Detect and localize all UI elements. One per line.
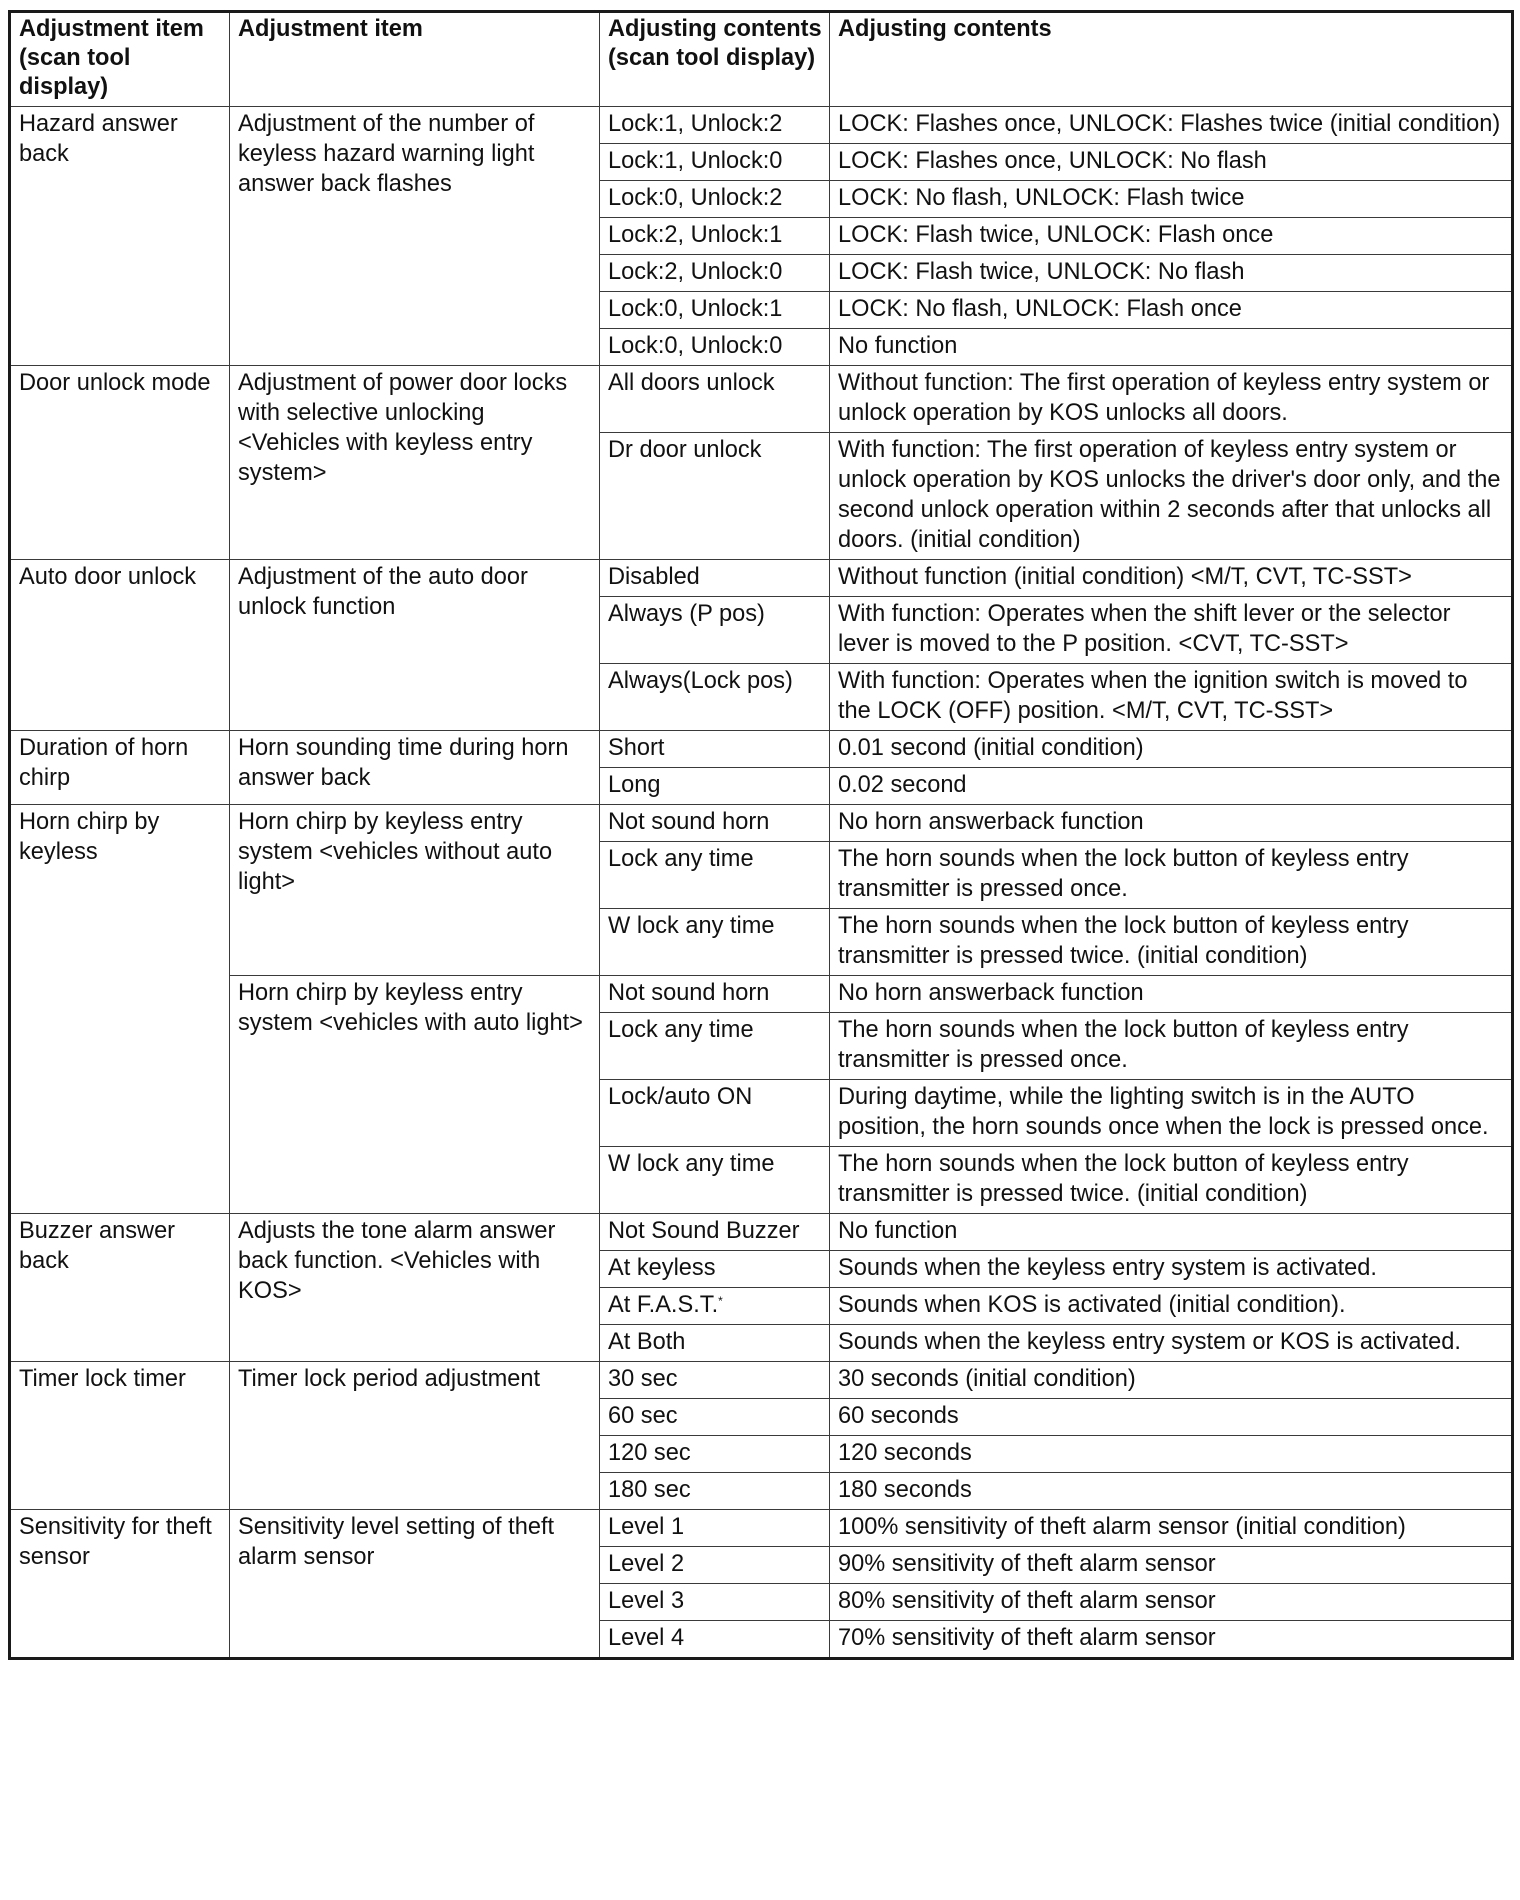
adjusting-setting: Lock:2, Unlock:1 (608, 222, 783, 248)
adjusting-content: Without function (initial condition) <M/T, CVT, TC-SST> (830, 560, 1513, 597)
adjusting-content: 70% sensitivity of theft alarm sensor (830, 1621, 1513, 1659)
adjusting-setting: Lock any time (608, 846, 754, 872)
adjusting-setting-cell (600, 1362, 830, 1399)
adjusting-content: The horn sounds when the lock button of keyless entry transmitter is pressed once. (830, 1013, 1513, 1080)
adjusting-setting-cell (600, 1288, 830, 1325)
adjusting-setting-cell (600, 976, 830, 1013)
adjusting-content: During daytime, while the lighting switch is in the AUTO position, the horn sounds once when the lock is pressed once. (830, 1080, 1513, 1147)
adjustment-item-description: Adjusts the tone alarm answer back function. <Vehicles with KOS> (230, 1214, 600, 1362)
adjusting-setting: At Both (608, 1329, 686, 1355)
adjusting-setting: Level 2 (608, 1551, 685, 1577)
adjusting-setting: Not sound horn (608, 809, 770, 835)
adjustment-item-description: Adjustment of power door locks with selective unlocking <Vehicles with keyless entry system> (230, 366, 600, 560)
table-row (10, 1510, 1513, 1547)
adjusting-setting-cell (600, 329, 830, 366)
adjusting-setting: Long (608, 772, 661, 798)
adjusting-setting: Lock:1, Unlock:0 (608, 148, 783, 174)
header-item-scan-tool: Adjustment item (scan tool display) (10, 12, 230, 107)
adjusting-setting: 30 sec (608, 1366, 678, 1392)
adjusting-content: No function (830, 329, 1513, 366)
adjusting-content: 60 seconds (830, 1399, 1513, 1436)
adjusting-content: 0.02 second (830, 768, 1513, 805)
adjusting-setting: Lock/auto ON (608, 1084, 753, 1110)
adjusting-content: 0.01 second (initial condition) (830, 731, 1513, 768)
table-row (10, 1362, 1513, 1399)
adjusting-setting: Lock:0, Unlock:0 (608, 333, 783, 359)
adjusting-setting-cell (600, 1621, 830, 1659)
adjustment-table (8, 10, 1514, 1660)
adjusting-setting: Lock:0, Unlock:1 (608, 296, 783, 322)
adjusting-setting-cell (600, 768, 830, 805)
adjusting-setting: Short (608, 735, 665, 761)
adjusting-setting: Level 4 (608, 1625, 685, 1651)
header-contents-scan-tool: Adjusting contents (scan tool display) (600, 12, 830, 107)
adjusting-content: LOCK: Flash twice, UNLOCK: Flash once (830, 218, 1513, 255)
adjustment-item-description: Adjustment of the auto door unlock function (230, 560, 600, 731)
adjustment-item-scan-tool: Sensitivity for theft sensor (10, 1510, 230, 1659)
table-row (10, 1214, 1513, 1251)
adjustment-item-scan-tool: Auto door unlock (10, 560, 230, 731)
adjusting-content: Sounds when KOS is activated (initial condition). (830, 1288, 1513, 1325)
adjusting-setting: Lock:2, Unlock:0 (608, 259, 783, 285)
adjusting-setting-cell (600, 292, 830, 329)
adjusting-setting: W lock any time (608, 913, 775, 939)
adjusting-setting-cell (600, 1251, 830, 1288)
table-row (10, 107, 1513, 144)
adjustment-item-scan-tool: Duration of horn chirp (10, 731, 230, 805)
adjusting-setting: 120 sec (608, 1440, 691, 1466)
adjusting-setting: Always (P pos) (608, 601, 765, 627)
adjusting-content: 90% sensitivity of theft alarm sensor (830, 1547, 1513, 1584)
adjusting-setting: Lock any time (608, 1017, 754, 1043)
adjusting-setting-cell (600, 1080, 830, 1147)
adjusting-content: The horn sounds when the lock button of keyless entry transmitter is pressed twice. (initial condition) (830, 1147, 1513, 1214)
adjusting-setting: Dr door unlock (608, 437, 762, 463)
adjusting-setting-cell (600, 1547, 830, 1584)
header-row (10, 12, 1513, 107)
adjusting-setting: Not Sound Buzzer (608, 1218, 800, 1244)
adjustment-item-description: Adjustment of the number of keyless hazard warning light answer back flashes (230, 107, 600, 366)
adjusting-content: 180 seconds (830, 1473, 1513, 1510)
adjusting-content: LOCK: No flash, UNLOCK: Flash once (830, 292, 1513, 329)
adjusting-content: Without function: The first operation of keyless entry system or unlock operation by KOS unlocks all doors. (830, 366, 1513, 433)
adjusting-setting-cell (600, 107, 830, 144)
adjustment-item-description: Timer lock period adjustment (230, 1362, 600, 1510)
adjusting-content: 100% sensitivity of theft alarm sensor (initial condition) (830, 1510, 1513, 1547)
adjusting-setting-cell (600, 664, 830, 731)
table-row (10, 366, 1513, 433)
adjusting-setting-cell (600, 731, 830, 768)
adjustment-item-scan-tool: Hazard answer back (10, 107, 230, 366)
adjusting-setting-cell (600, 181, 830, 218)
adjusting-content: LOCK: Flashes once, UNLOCK: Flashes twice (initial condition) (830, 107, 1513, 144)
adjusting-content: LOCK: Flashes once, UNLOCK: No flash (830, 144, 1513, 181)
adjusting-setting: At keyless (608, 1255, 716, 1281)
adjusting-setting-cell (600, 1473, 830, 1510)
adjusting-setting-cell (600, 560, 830, 597)
adjusting-setting-cell (600, 433, 830, 560)
table-row (10, 731, 1513, 768)
spec-sheet (8, 10, 1511, 1892)
adjustment-item-description: Horn sounding time during horn answer back (230, 731, 600, 805)
adjustment-item-scan-tool: Buzzer answer back (10, 1214, 230, 1362)
adjusting-setting-cell (600, 1436, 830, 1473)
adjusting-content: With function: The first operation of keyless entry system or unlock operation by KOS unlocks the driver's door only, and the second unlock operation within 2 seconds after that unlocks all doors. (initial condition) (830, 433, 1513, 560)
adjusting-setting: 60 sec (608, 1403, 678, 1429)
table-row (10, 976, 1513, 1013)
adjusting-setting-cell (600, 255, 830, 292)
adjusting-setting: Lock:1, Unlock:2 (608, 111, 783, 137)
adjusting-setting-cell (600, 1510, 830, 1547)
adjusting-setting-cell (600, 1214, 830, 1251)
adjusting-setting: Level 3 (608, 1588, 685, 1614)
adjusting-content: LOCK: No flash, UNLOCK: Flash twice (830, 181, 1513, 218)
adjusting-setting-cell (600, 218, 830, 255)
header-item: Adjustment item (230, 12, 600, 107)
adjusting-setting-cell (600, 1013, 830, 1080)
header-contents: Adjusting contents (830, 12, 1513, 107)
table-row (10, 560, 1513, 597)
adjusting-setting-cell (600, 1147, 830, 1214)
adjusting-setting: Not sound horn (608, 980, 770, 1006)
adjusting-setting: All doors unlock (608, 370, 775, 396)
adjusting-setting: Disabled (608, 564, 700, 590)
adjusting-setting-cell (600, 597, 830, 664)
table-row (10, 805, 1513, 842)
adjusting-setting-cell (600, 1399, 830, 1436)
adjusting-content: LOCK: Flash twice, UNLOCK: No flash (830, 255, 1513, 292)
adjustment-item-scan-tool: Timer lock timer (10, 1362, 230, 1510)
adjusting-content: 120 seconds (830, 1436, 1513, 1473)
adjusting-setting: 180 sec (608, 1477, 691, 1503)
adjustment-item-scan-tool: Door unlock mode (10, 366, 230, 560)
adjusting-content: Sounds when the keyless entry system is activated. (830, 1251, 1513, 1288)
adjusting-content: The horn sounds when the lock button of keyless entry transmitter is pressed twice. (initial condition) (830, 909, 1513, 976)
adjusting-setting: At F.A.S.T. (608, 1292, 719, 1318)
adjusting-setting-cell (600, 144, 830, 181)
adjustment-item-description: Sensitivity level setting of theft alarm sensor (230, 1510, 600, 1659)
footnote-marker: * (718, 1294, 723, 1308)
adjusting-setting-cell (600, 1325, 830, 1362)
adjusting-content: With function: Operates when the ignition switch is moved to the LOCK (OFF) position. <M/T, CVT, TC-SST> (830, 664, 1513, 731)
adjusting-setting-cell (600, 842, 830, 909)
adjusting-content: No function (830, 1214, 1513, 1251)
adjusting-content: 30 seconds (initial condition) (830, 1362, 1513, 1399)
adjusting-content: No horn answerback function (830, 805, 1513, 842)
adjusting-content: No horn answerback function (830, 976, 1513, 1013)
adjusting-content: With function: Operates when the shift lever or the selector lever is moved to the P position. <CVT, TC-SST> (830, 597, 1513, 664)
adjusting-content: The horn sounds when the lock button of keyless entry transmitter is pressed once. (830, 842, 1513, 909)
adjusting-setting: Lock:0, Unlock:2 (608, 185, 783, 211)
adjusting-setting: Level 1 (608, 1514, 685, 1540)
adjusting-setting-cell (600, 366, 830, 433)
adjustment-item-description: Horn chirp by keyless entry system <vehicles with auto light> (230, 976, 600, 1214)
adjustment-item-description: Horn chirp by keyless entry system <vehicles without auto light> (230, 805, 600, 976)
adjustment-item-scan-tool: Horn chirp by keyless (10, 805, 230, 1214)
adjusting-content: Sounds when the keyless entry system or KOS is activated. (830, 1325, 1513, 1362)
adjusting-setting-cell (600, 1584, 830, 1621)
adjusting-setting-cell (600, 909, 830, 976)
table-body (10, 107, 1513, 1659)
adjusting-content: 80% sensitivity of theft alarm sensor (830, 1584, 1513, 1621)
adjusting-setting-cell (600, 805, 830, 842)
adjusting-setting: W lock any time (608, 1151, 775, 1177)
adjusting-setting: Always(Lock pos) (608, 668, 793, 694)
